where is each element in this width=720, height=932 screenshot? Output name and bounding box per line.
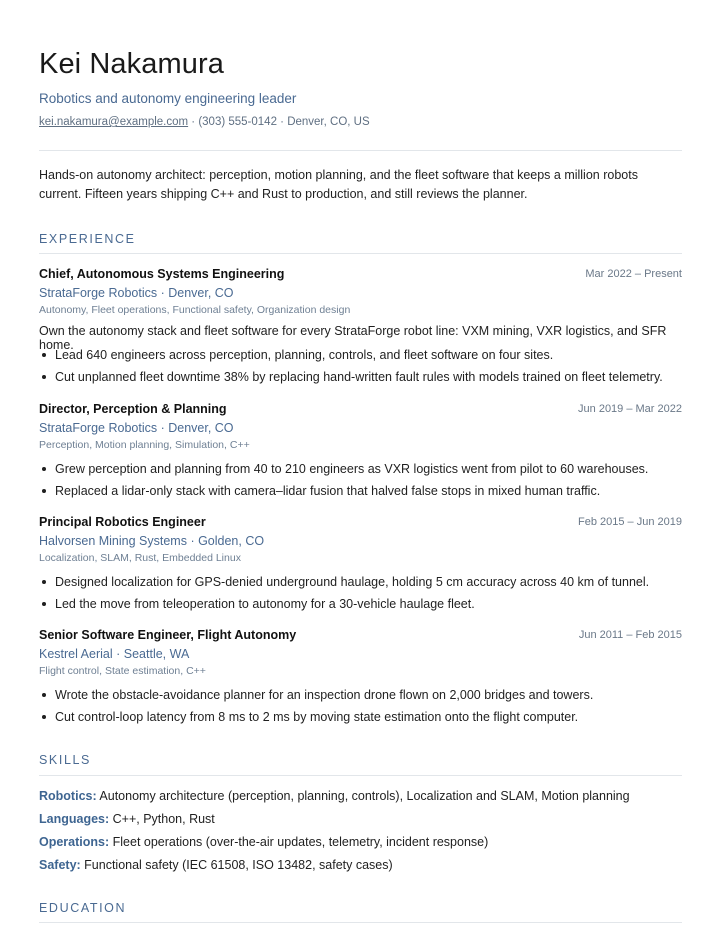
headline: Robotics and autonomy engineering leader — [39, 91, 297, 106]
job-tags: Localization, SLAM, Rust, Embedded Linux — [39, 552, 241, 564]
skill-row — [39, 834, 682, 857]
job-title: Director, Perception & Planning — [39, 402, 227, 416]
job-title: Chief, Autonomous Systems Engineering — [39, 267, 285, 281]
section-title-experience: EXPERIENCE — [39, 232, 136, 246]
skill-label: Safety: — [39, 858, 81, 872]
skill-value: C++, Python, Rust — [109, 812, 215, 826]
job-organization: StrataForge Robotics · Denver, CO — [39, 286, 234, 300]
section-title-skills: SKILLS — [39, 753, 91, 767]
job-organization: StrataForge Robotics · Denver, CO — [39, 421, 234, 435]
skill-row — [39, 788, 682, 811]
job-dates: Mar 2022 – Present — [585, 268, 682, 280]
skill-row — [39, 857, 682, 880]
divider — [39, 775, 682, 776]
job-tags: Flight control, State estimation, C++ — [39, 665, 206, 677]
bullet-item: Grew perception and planning from 40 to 210 engineers as VXR logistics went from pilot to 60 warehouses. — [55, 460, 682, 482]
divider — [39, 253, 682, 254]
job-entry — [39, 628, 682, 730]
bullet-item: Cut unplanned fleet downtime 38% by replacing hand-written fault rules with models trained on fleet telemetry. — [55, 368, 682, 390]
candidate-name: Kei Nakamura — [39, 48, 224, 80]
bullet-item: Cut control-loop latency from 8 ms to 2 ms by moving state estimation onto the flight computer. — [55, 708, 682, 730]
divider — [39, 922, 682, 923]
contact-details: · (303) 555-0142 · Denver, CO, US — [188, 116, 370, 128]
job-bullets — [39, 686, 682, 730]
skill-label: Operations: — [39, 835, 110, 849]
contact-line — [39, 116, 370, 128]
bullet-item: Wrote the obstacle-avoidance planner for an inspection drone flown on 2,000 bridges and towers. — [55, 686, 682, 708]
job-bullets — [39, 573, 682, 617]
skill-label: Languages: — [39, 812, 110, 826]
job-organization: Halvorsen Mining Systems · Golden, CO — [39, 534, 265, 548]
skill-row — [39, 811, 682, 834]
skill-value: Autonomy architecture (perception, planning, controls), Localization and SLAM, Motion planning — [96, 789, 630, 803]
skill-value: Functional safety (IEC 61508, ISO 13482, safety cases) — [80, 858, 393, 872]
skill-value: Fleet operations (over-the-air updates, telemetry, incident response) — [109, 835, 489, 849]
bullet-item: Designed localization for GPS-denied underground haulage, holding 5 cm accuracy across 40 km of tunnel. — [55, 573, 682, 595]
job-description: Own the autonomy stack and fleet software for every StrataForge robot line: VXM mining, VXR logistics, and SFR home. — [39, 324, 667, 352]
job-tags: Autonomy, Fleet operations, Functional safety, Organization design — [39, 304, 351, 316]
job-entry — [39, 402, 682, 504]
job-title: Principal Robotics Engineer — [39, 515, 206, 529]
job-bullets — [39, 460, 682, 504]
summary: Hands-on autonomy architect: perception, motion planning, and the fleet software that keeps a million robots current. Fifteen years shipping C++ and Rust to production, and still reviews the planner. — [39, 168, 638, 201]
divider — [39, 150, 682, 151]
bullet-item: Replaced a lidar-only stack with camera–lidar fusion that halved false stops in mixed human traffic. — [55, 482, 682, 504]
job-entry — [39, 267, 682, 390]
job-title: Senior Software Engineer, Flight Autonomy — [39, 628, 297, 642]
job-bullets — [39, 346, 682, 390]
bullet-item: Lead 640 engineers across perception, planning, controls, and fleet software on four sites. — [55, 346, 682, 368]
email-link[interactable]: kei.nakamura@example.com — [39, 116, 189, 128]
job-tags: Perception, Motion planning, Simulation, C++ — [39, 439, 250, 451]
bullet-item: Led the move from teleoperation to autonomy for a 30-vehicle haulage fleet. — [55, 595, 682, 617]
job-dates: Feb 2015 – Jun 2019 — [578, 516, 682, 528]
section-title-education: EDUCATION — [39, 901, 127, 915]
skills-list — [39, 788, 682, 880]
job-dates: Jun 2019 – Mar 2022 — [578, 403, 682, 415]
job-entry — [39, 515, 682, 617]
job-organization: Kestrel Aerial · Seattle, WA — [39, 647, 190, 661]
skill-label: Robotics: — [39, 789, 97, 803]
job-dates: Jun 2011 – Feb 2015 — [578, 629, 682, 641]
